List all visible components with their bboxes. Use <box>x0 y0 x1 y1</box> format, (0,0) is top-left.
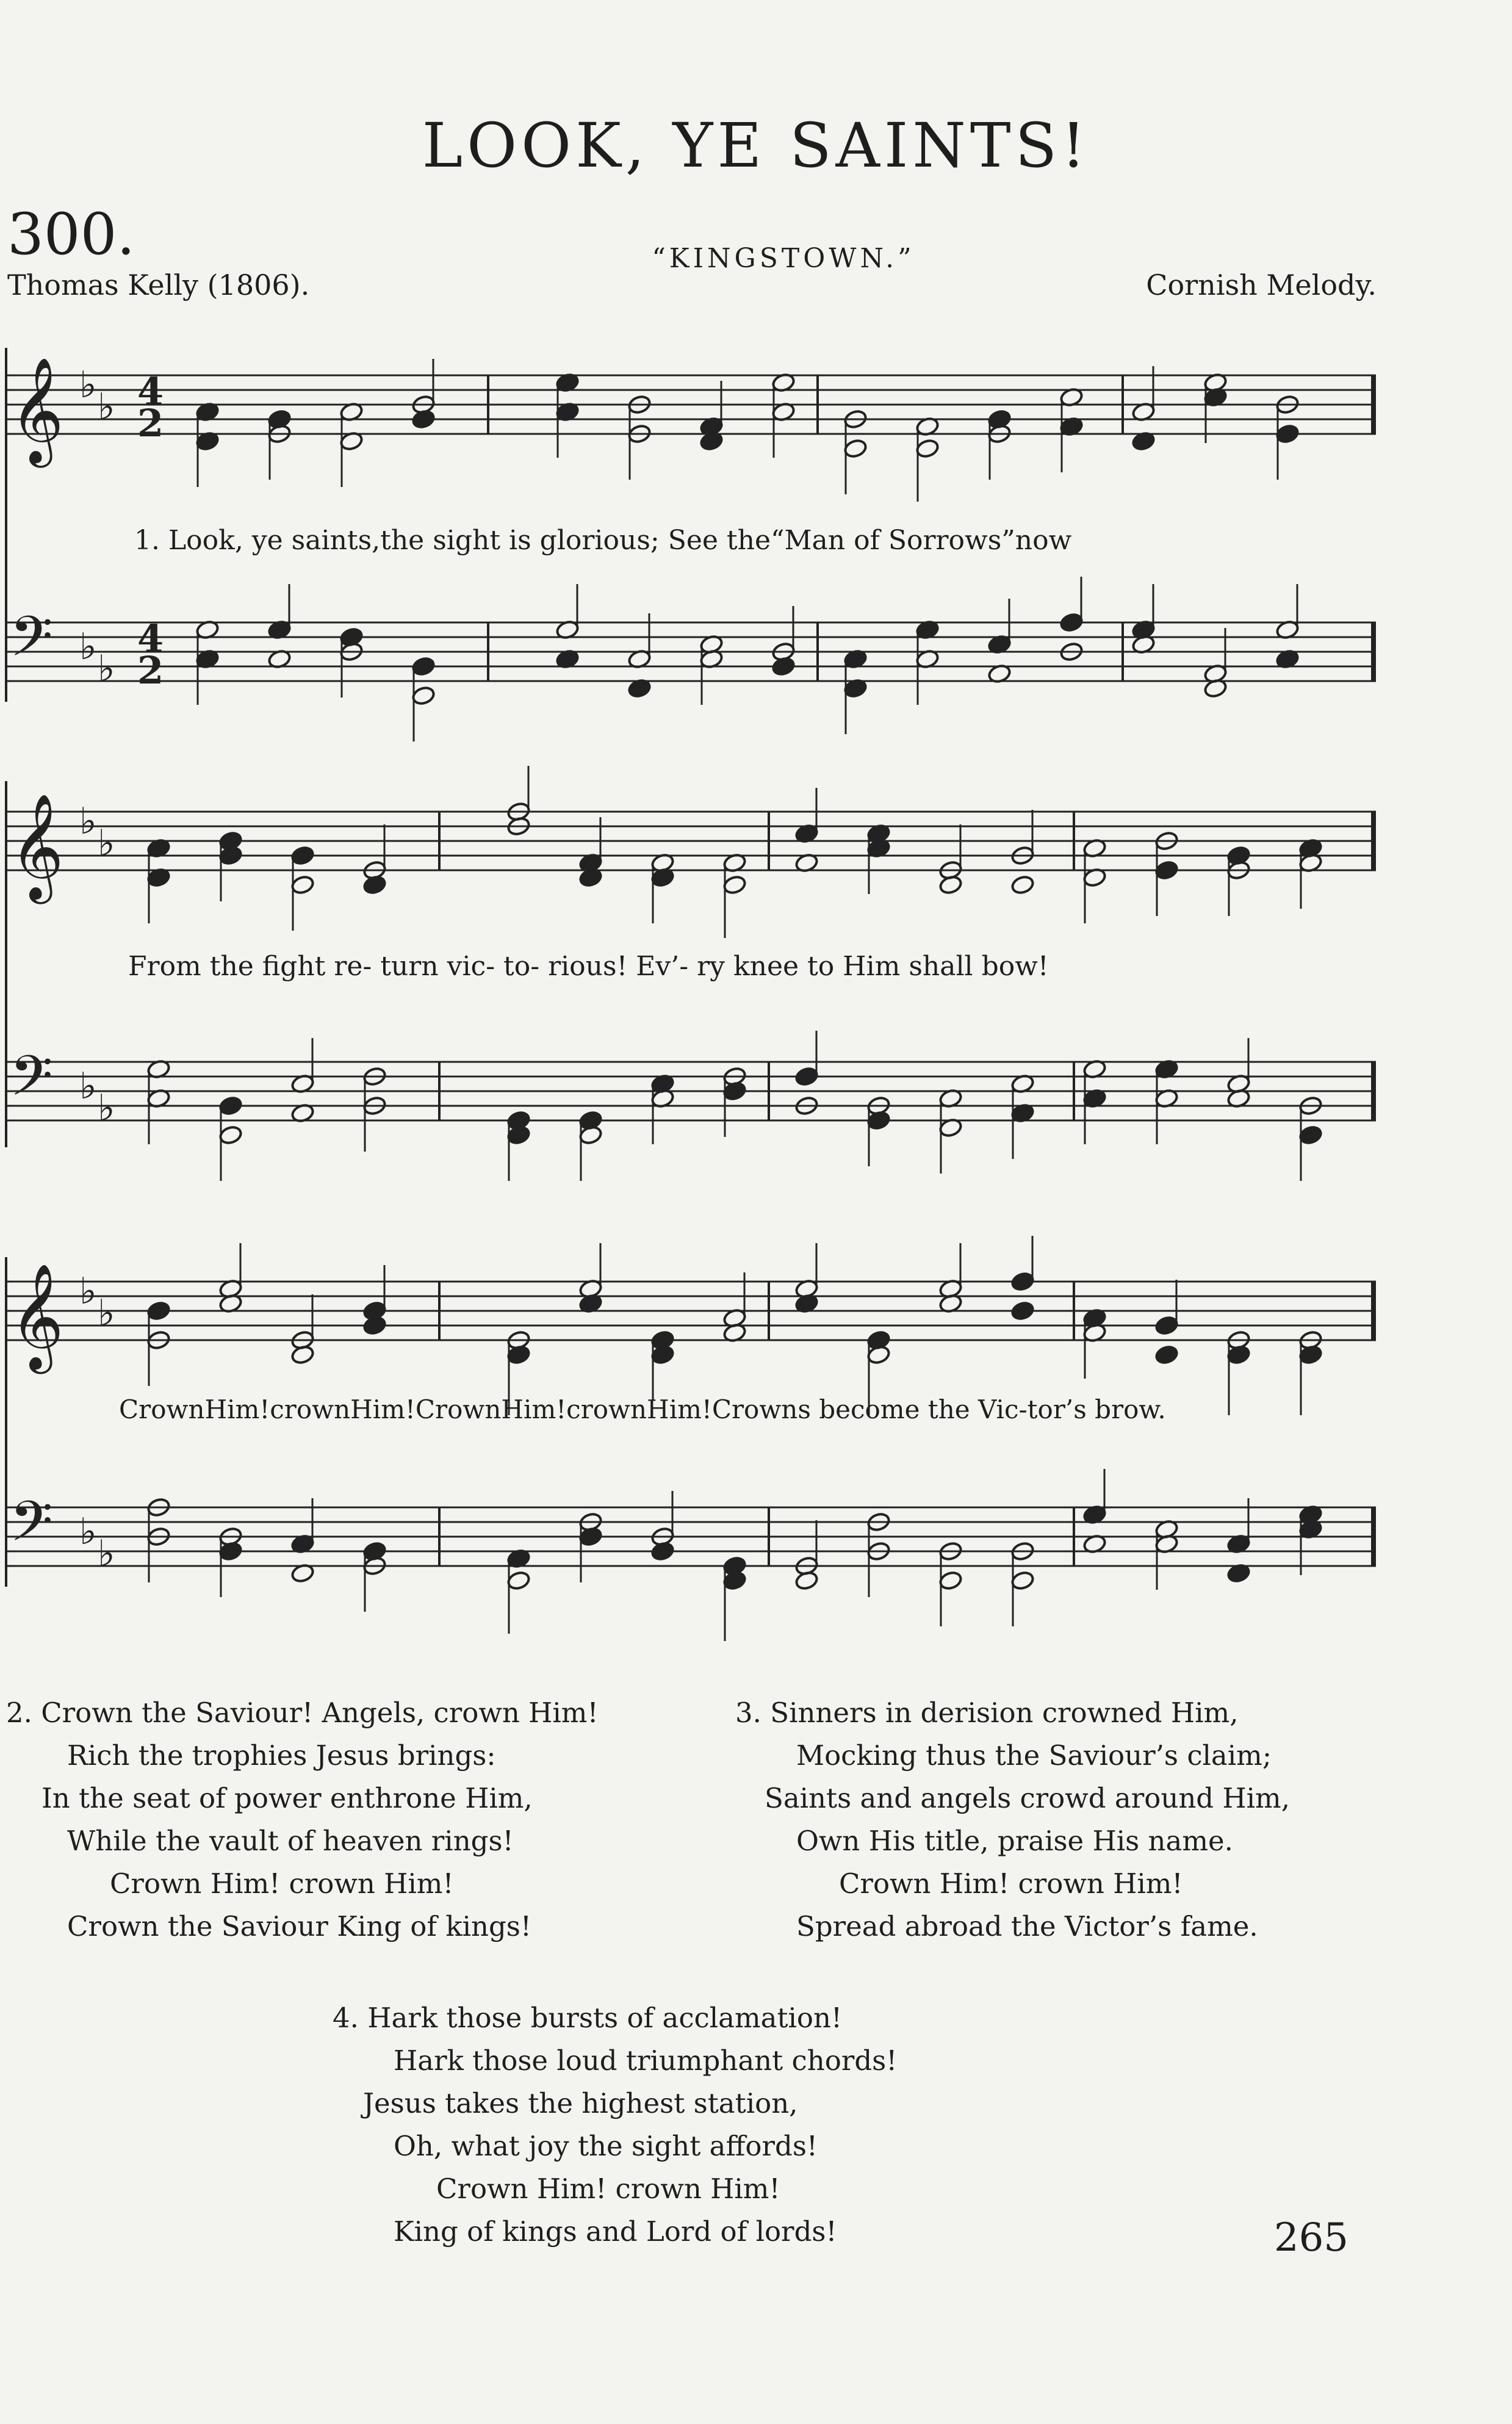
verse-line: Hark those loud triumphant chords! <box>394 2044 898 2077</box>
svg-text:♭: ♭ <box>79 800 97 843</box>
svg-text:♭: ♭ <box>98 1087 115 1130</box>
svg-text:♭: ♭ <box>98 647 115 690</box>
svg-text:♭: ♭ <box>98 386 115 428</box>
author-credit: Thomas Kelly (1806). <box>7 269 310 301</box>
verse-line: King of kings and Lord of lords! <box>394 2215 837 2248</box>
svg-text:𝄢: 𝄢 <box>10 604 53 682</box>
verse-line: Crown Him! crown Him! <box>839 1867 1183 1900</box>
bass-staff <box>6 604 1379 702</box>
svg-text:♭: ♭ <box>79 364 97 406</box>
bass-staff <box>6 1489 1379 1587</box>
verse-line: Spread abroad the Victor’s fame. <box>796 1910 1258 1942</box>
svg-text:4: 4 <box>137 369 164 414</box>
treble-staff <box>6 1263 1379 1369</box>
page-number: 265 <box>1273 2215 1348 2260</box>
verse-3 <box>735 1692 1290 1948</box>
svg-text:4: 4 <box>137 616 164 661</box>
verse-line: Crown Him! crown Him! <box>110 1867 454 1900</box>
verse-line: Saints and angels crowd around Him, <box>765 1782 1291 1814</box>
hymn-title: LOOK, YE SAINTS! <box>422 110 1090 181</box>
verse-line: Crown Him! crown Him! <box>436 2173 780 2205</box>
svg-text:♭: ♭ <box>79 626 97 668</box>
svg-text:♭: ♭ <box>79 1065 97 1108</box>
svg-text:♭: ♭ <box>79 1270 97 1313</box>
verse-line: 4. Hark those bursts of acclamation! <box>333 2002 843 2034</box>
svg-text:𝄞: 𝄞 <box>10 1263 64 1369</box>
verse-line: Mocking thus the Saviour’s claim; <box>796 1739 1272 1772</box>
svg-text:♭: ♭ <box>98 1532 115 1575</box>
verse-line: 3. Sinners in derision crowned Him, <box>735 1697 1239 1729</box>
verse-line: Oh, what joy the sight affords! <box>394 2130 818 2162</box>
svg-text:♭: ♭ <box>79 1510 97 1553</box>
verse-2 <box>6 1692 599 1948</box>
treble-staff <box>6 357 1379 463</box>
lyric-line: 1. Look, ye saints,the sight is glorious; See the“Man of Sorrows”now <box>134 525 1072 556</box>
hymn-number: 300. <box>7 201 135 268</box>
verse-line: Crown the Saviour King of kings! <box>67 1910 531 1942</box>
svg-text:𝄞: 𝄞 <box>10 793 64 900</box>
verse-4 <box>333 1997 897 2253</box>
svg-text:𝄞: 𝄞 <box>10 357 64 463</box>
svg-text:♭: ♭ <box>98 1292 115 1335</box>
lyric-line: From the fight re- turn vic- to- rious! Ev’- ry knee to Him shall bow! <box>128 951 1049 982</box>
lyric-line: CrownHim!crownHim!CrownHim!crownHim!Crowns become the Vic-tor’s brow. <box>119 1394 1166 1424</box>
svg-text:𝄢: 𝄢 <box>10 1489 53 1567</box>
verse-line: Jesus takes the highest station, <box>363 2087 798 2119</box>
svg-text:2: 2 <box>137 401 164 445</box>
tune-name: “KINGSTOWN.” <box>652 243 915 274</box>
verse-line: While the vault of heaven rings! <box>67 1825 514 1857</box>
svg-text:♭: ♭ <box>98 822 115 865</box>
verse-line: In the seat of power enthrone Him, <box>41 1782 533 1814</box>
svg-text:2: 2 <box>137 648 164 693</box>
verse-line: Own His title, praise His name. <box>796 1825 1233 1857</box>
verse-line: 2. Crown the Saviour! Angels, crown Him! <box>6 1697 599 1729</box>
treble-staff <box>6 793 1379 900</box>
composer-credit: Cornish Melody. <box>1146 269 1377 301</box>
verse-line: Rich the trophies Jesus brings: <box>67 1739 496 1772</box>
bass-staff <box>6 1044 1379 1141</box>
svg-text:𝄢: 𝄢 <box>10 1044 53 1122</box>
